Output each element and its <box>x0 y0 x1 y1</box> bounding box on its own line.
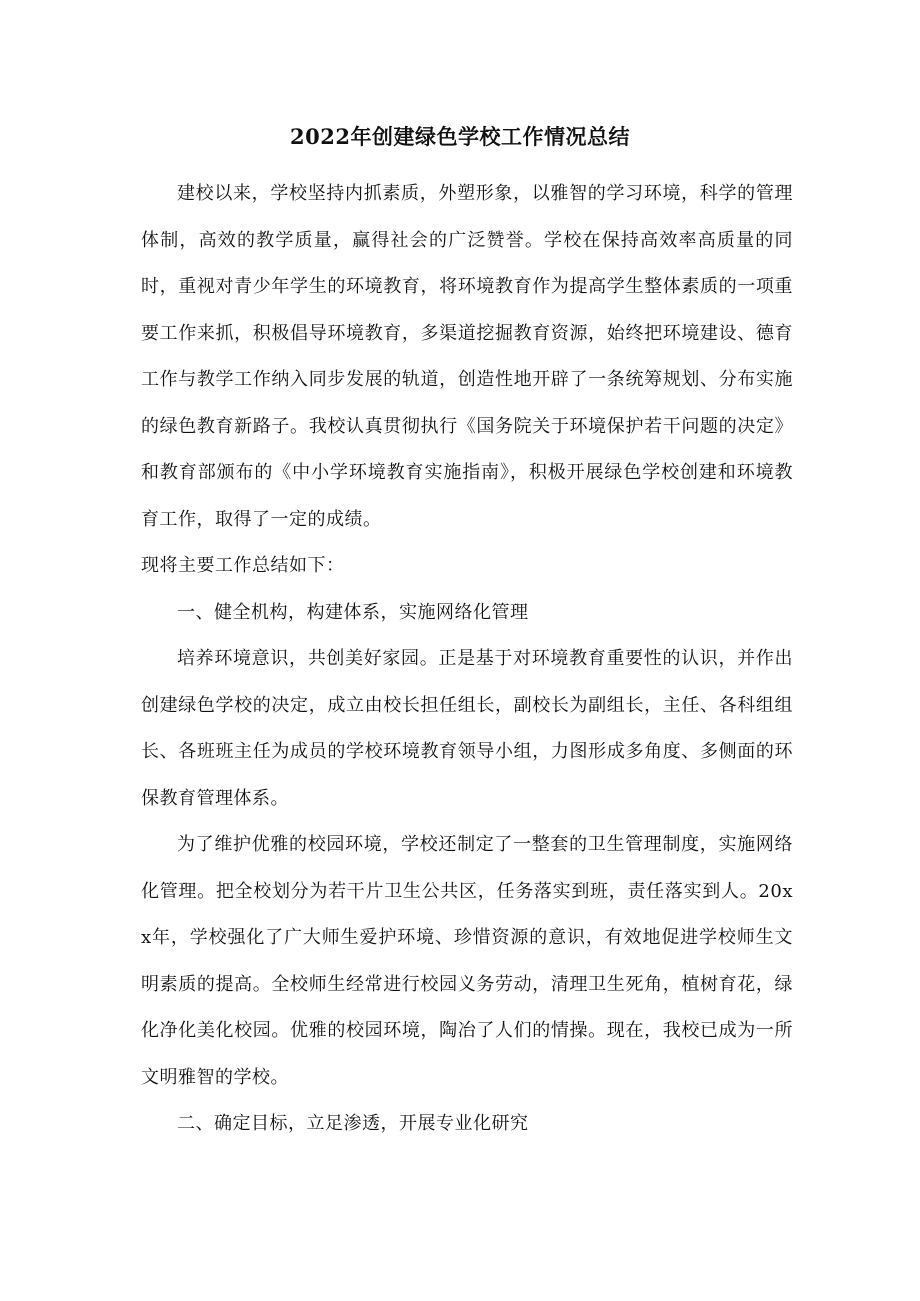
summary-lead-line: 现将主要工作总结如下： <box>141 555 345 576</box>
section-heading-1: 一、健全机构，构建体系，实施网络化管理 <box>177 601 529 623</box>
document-title: 2022年创建绿色学校工作情况总结 <box>290 124 630 149</box>
section-1-paragraph-2: 为了维护优雅的校园环境，学校还制定了一整套的卫生管理制度，实施网络化管理。把全校划分为若干片卫生公共区，任务落实到班，责任落实到人。20xx年，学校强化了广大师生爱护环境、珍惜资源的意识，有效地促进学校师生文明素质的提高。全校师生经常进行校园义务劳动，清理卫生死角，植树育花，绿化净化美化校园。优雅的校园环境，陶冶了人们的情操。现在，我校已成为一所文明雅智的学校。 <box>141 834 793 1088</box>
intro-paragraph: 建校以来，学校坚持内抓素质，外塑形象，以雅智的学习环境，科学的管理体制，高效的教学质量，赢得社会的广泛赞誉。学校在保持高效率高质量的同时，重视对青少年学生的环境教育，将环境教育作为提高学生整体素质的一项重要工作来抓，积极倡导环境教育，多渠道挖掘教育资源，始终把环境建设、德育工作与教学工作纳入同步发展的轨道，创造性地开辟了一条统筹规划、分布实施的绿色教育新路子。我校认真贯彻执行《国务院关于环境保护若干问题的决定》和教育部颁布的《中小学环境教育实施指南》，积极开展绿色学校创建和环境教育工作，取得了一定的成绩。 <box>141 183 793 530</box>
section-heading-2: 二、确定目标，立足渗透，开展专业化研究 <box>177 1113 529 1134</box>
document-body <box>141 171 793 1148</box>
section-1-paragraph-1: 培养环境意识，共创美好家园。正是基于对环境教育重要性的认识，并作出创建绿色学校的决定，成立由校长担任组长，副校长为副组长，主任、各科组组长、各班班主任为成员的学校环境教育领导小组，力图形成多角度、多侧面的环保教育管理体系。 <box>141 648 793 809</box>
